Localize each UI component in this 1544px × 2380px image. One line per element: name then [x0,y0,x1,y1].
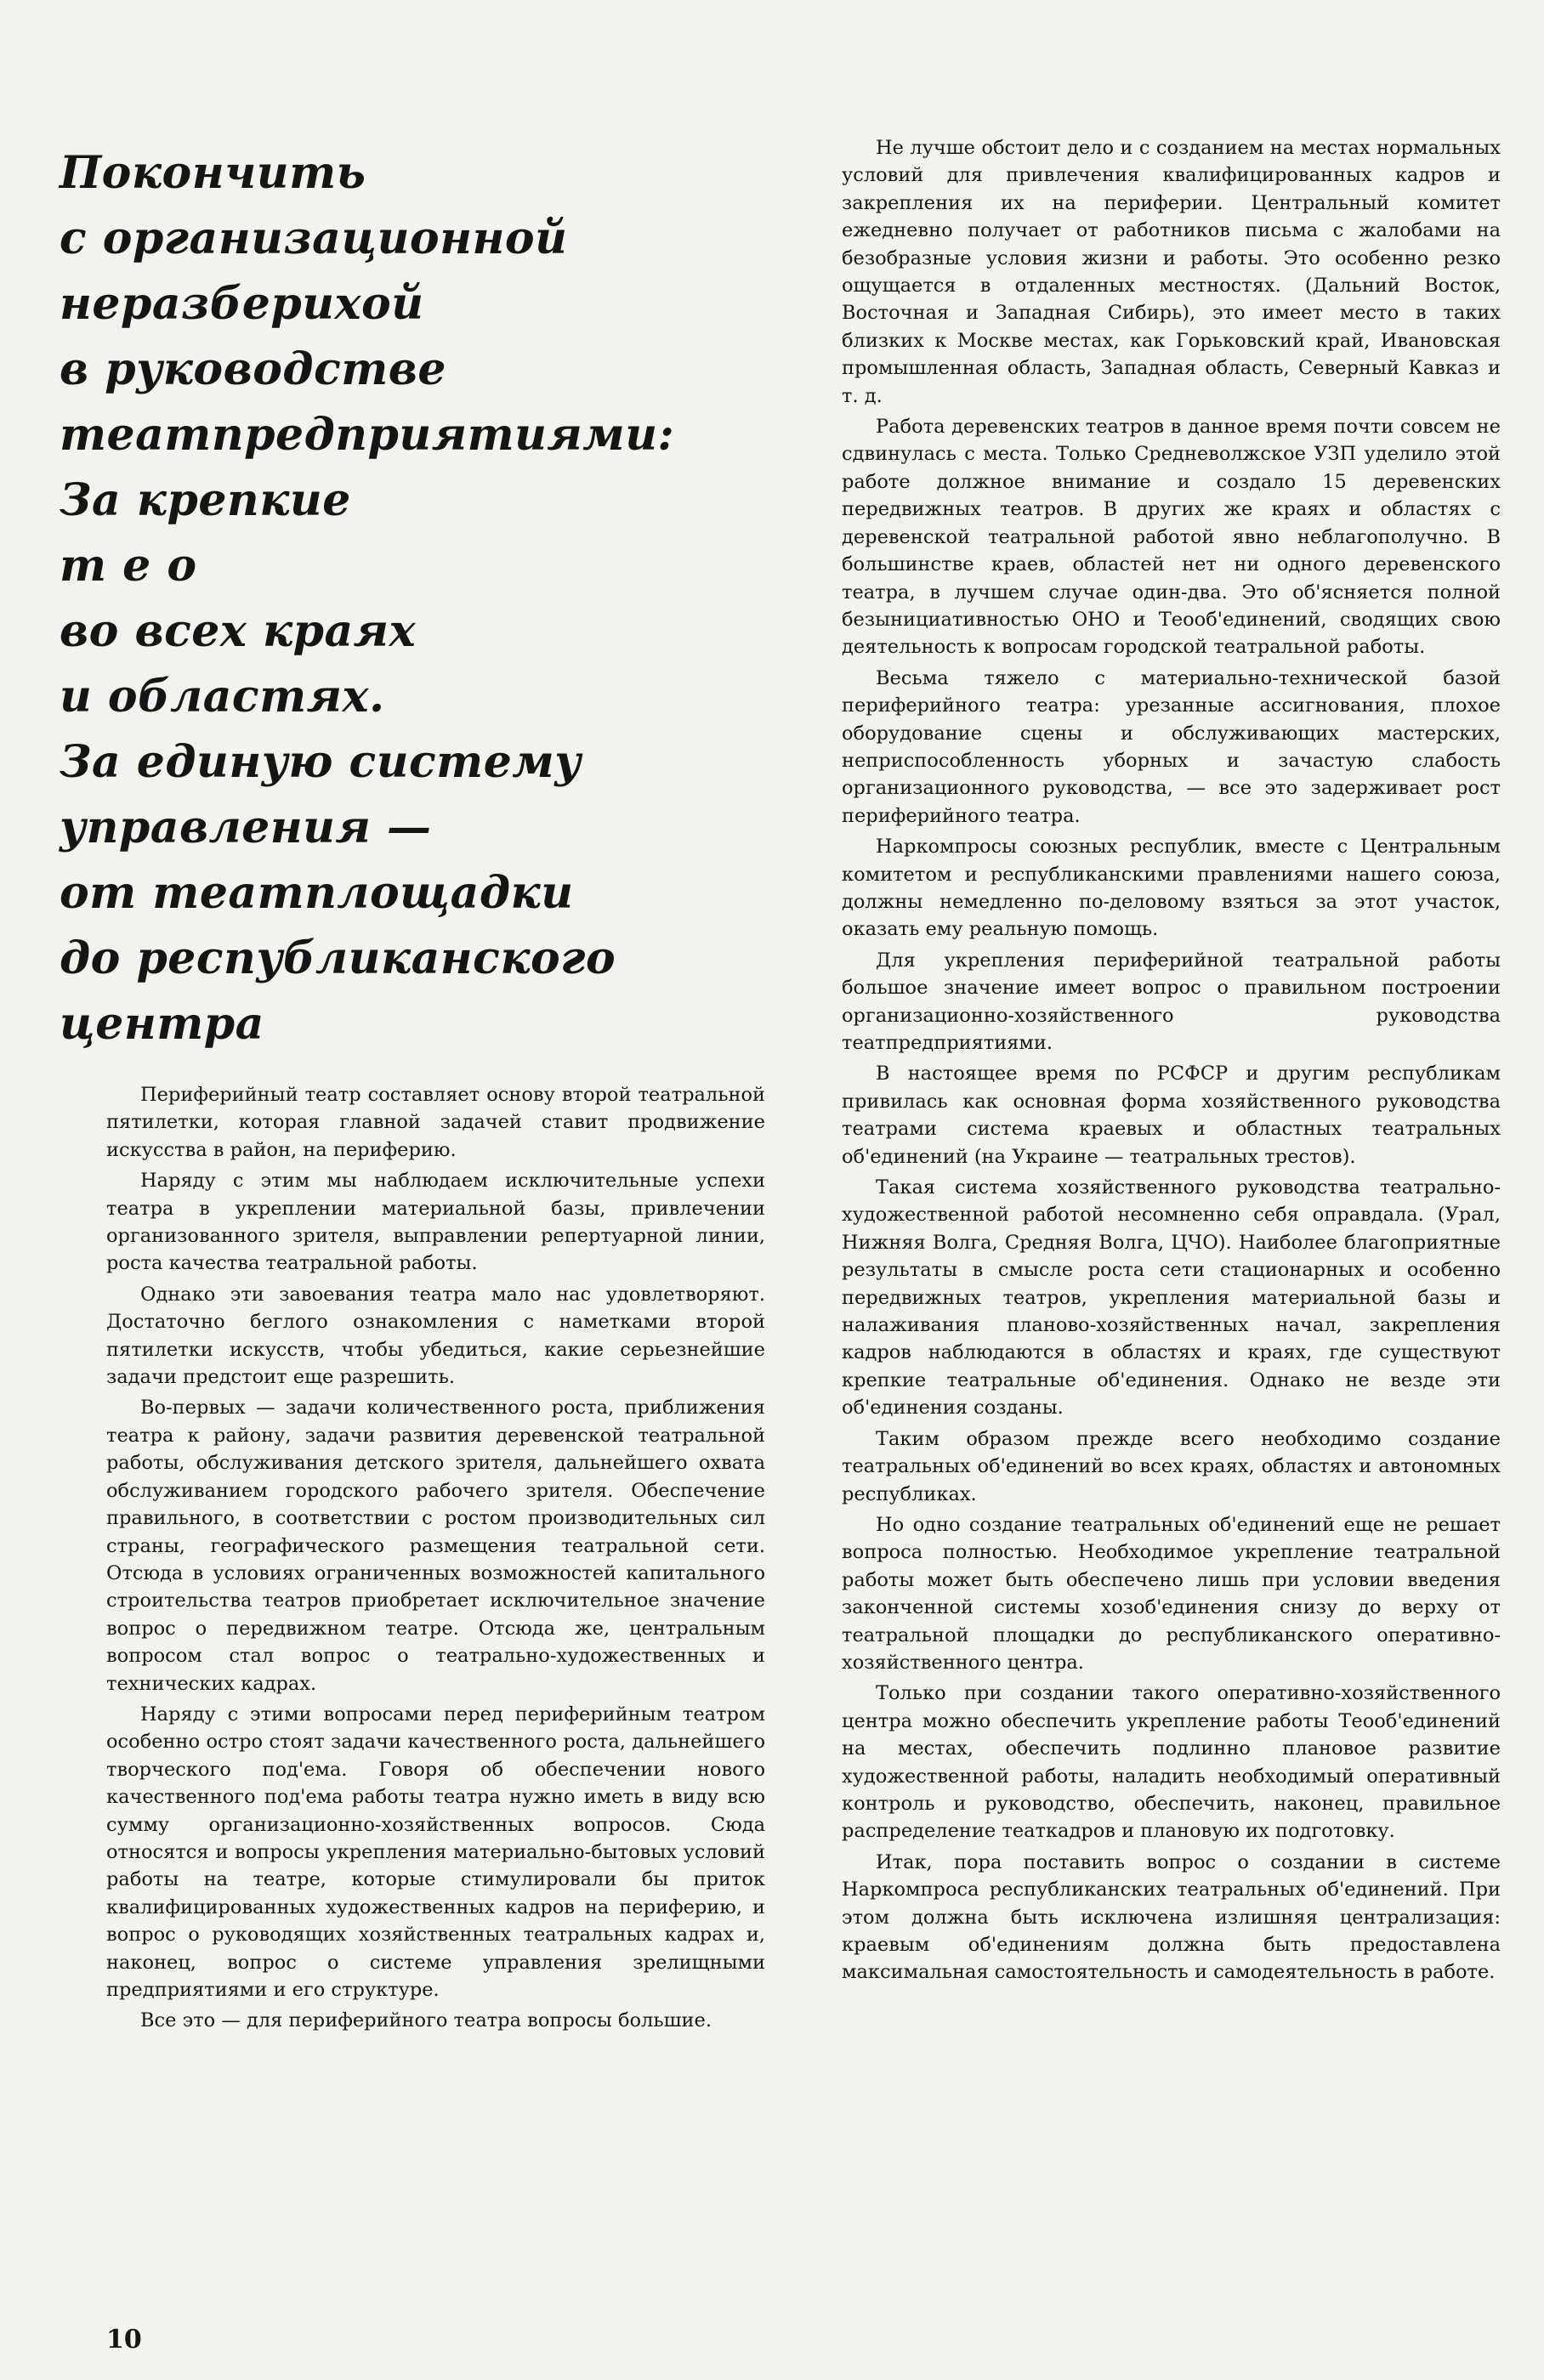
headline-line: т е о [60,540,197,592]
paragraph: Только при создании такого оперативно-хозяйственного центра можно обеспечить укрепление работы Теооб'единений на местах, обеспечить подлинно плановое развитие художественной работы, наладить необходимый оперативный контроль и руководство, обеспечить, наконец, правильное распределение театкадров и плановую их подготовку. [842,1682,1501,1843]
headline-line: центра [60,998,264,1050]
paragraph: Но одно создание театральных об'единений еще не решает вопроса полностью. Необходимое укрепление театральной работы может быть обеспечено лишь при условии введения законченной системы хозоб'единения снизу до верху от театральной площадки до республиканского оперативно-хозяйственного центра. [842,1513,1501,1674]
paragraph: Наряду с этим мы наблюдаем исключительные успехи театра в укреплении материальной базы, привлечении организованного зрителя, выправлении репертуарной линии, роста качества театральной работы. [106,1170,765,1275]
paragraph: Для укрепления периферийной театральной работы большое значение имеет вопрос о правильном построении организационно-хозяйственного руководства театпредприятиями. [842,949,1501,1054]
headline-line: и областях. [60,671,385,722]
paragraph: Все это — для периферийного театра вопросы большие. [140,2009,712,2032]
headline-line: Покончить [60,147,366,199]
headline-line: с организационной [60,212,568,264]
paragraph: В настоящее время по РСФСР и другим республикам привилась как основная форма хозяйственного руководства театрами система краевых и областных театральных об'единений (на Украине — театральных трестов). [842,1062,1501,1168]
paragraph: Весьма тяжело с материально-технической базой периферийного театра: урезанные ассигнования, плохое оборудование сцены и обслуживающих мастерских, неприспособленность уборных и зачастую слабость организационного руководства, — все это задерживает рост периферийного театра. [842,666,1501,827]
left-text-column [106,1081,765,2305]
headline-line: до республиканского [60,932,616,984]
headline-line: За крепкие [60,474,351,526]
right-text-column [842,134,1501,2327]
headline-line: от театплощадки [60,867,574,919]
headline-line: в руководстве [60,343,446,395]
headline-line: театпредприятиями: [60,409,675,461]
article-headline [60,140,740,1057]
headline-line: За единую систему [60,736,582,788]
paragraph: Итак, пора поставить вопрос о создании в системе Наркомпроса республиканских театральных об'единений. При этом должна быть исключена излишняя централизация: краевым об'единениям должна быть предоставлена максимальная самостоятельность и самодеятельность в работе. [842,1850,1501,1984]
paragraph: Не лучше обстоит дело и с созданием на местах нормальных условий для привлечения квалифицированных кадров и закрепления их на периферии. Центральный комитет ежедневно получает от работников письма с жалобами на безобразные условия жизни и работы. Это особенно резко ощущается в отдаленных местностях. (Дальний Восток, Восточная и Западная Сибирь), это имеет место в таких близких к Москве местах, как Горьковский край, Ивановская промышленная область, Западная область, Северный Кавказ и т. д. [842,137,1501,407]
paragraph: Наркомпросы союзных республик, вместе с Центральным комитетом и республиканскими правлениями нашего союза, должны немедленно по-деловому взяться за этот участок, оказать ему реальную помощь. [842,836,1501,941]
paragraph: Работа деревенских театров в данное время почти совсем не сдвинулась с места. Только Средневолжское УЗП уделило этой работе должное внимание и создало 15 деревенских передвижных театров. В других же краях и областях с деревенской театральной работой явно неблагополучно. В большинстве краев, областей нет ни одного деревенского театра, в лучшем случае один-два. Это об'ясняется полной безынициативностью ОНО и Теооб'единений, сводящих свою деятельность к вопросам городской театральной работы. [842,416,1501,659]
headline-line: неразберихой [60,278,424,330]
paragraph: Таким образом прежде всего необходимо создание театральных об'единений во всех краях, областях и автономных республиках. [842,1427,1501,1505]
paragraph: Периферийный театр составляет основу второй театральной пятилетки, которая главной задачей ставит продвижение искусства в район, на периферию. [106,1084,765,1161]
page-number: 10 [106,2325,142,2354]
paragraph: Наряду с этими вопросами перед периферийным театром особенно остро стоят задачи качественного роста, дальнейшего творческого под'ема. Говоря об обеспечении нового качественного под'ема работы театра нужно иметь в виду всю сумму организационно-хозяйственных вопросов. Сюда относятся и вопросы укрепления материально-бытовых условий работы на театре, которые стимулировали бы приток квалифицированных художественных кадров на периферию, и вопрос о руководящих хозяйственных театральных кадрах и, наконец, вопрос о системе управления зрелищными предприятиями и его структуре. [106,1703,765,2001]
headline-line: управления — [60,802,432,853]
paragraph: Однако эти завоевания театра мало нас удовлетворяют. Достаточно беглого ознакомления с наметками второй пятилетки искусств, чтобы убедиться, какие серьезнейшие задачи предстоит еще разрешить. [106,1283,765,1389]
paragraph: Такая система хозяйственного руководства театрально-художественной работой несомненно себя оправдала. (Урал, Нижняя Волга, Средняя Волга, ЦЧО). Наиболее благоприятные результаты в смысле роста сети стационарных и особенно передвижных театров, укрепления материальной базы и налаживания планово-хозяйственных начал, закрепления кадров наблюдаются в областях и краях, где существуют крепкие театральные об'единения. Однако не везде эти об'единения созданы. [842,1176,1501,1420]
headline-line: во всех краях [60,605,417,657]
paragraph: Во-первых — задачи количественного роста, приближения театра к району, задачи развития деревенской театральной работы, обслуживания детского зрителя, дальнейшего охвата обслуживанием городского рабочего зрителя. Обеспечение правильного, в соответствии с ростом производительных сил страны, географического размещения театральной сети. Отсюда в условиях ограниченных возможностей капитального строительства театров приобретает исключительное значение вопрос о передвижном театре. Отсюда же, центральным вопросом стал вопрос о театрально-художественных и технических кадрах. [106,1397,765,1695]
